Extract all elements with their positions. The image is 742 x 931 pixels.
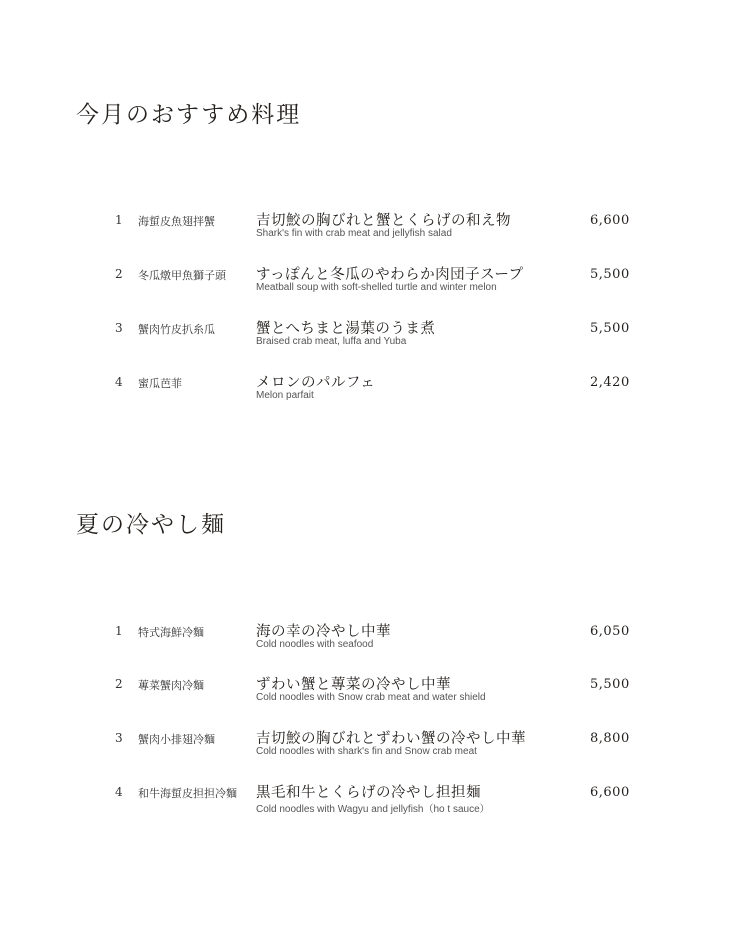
item-price: 6,050 (590, 624, 630, 639)
item-number: 1 (115, 213, 123, 227)
item-japanese-name: 海の幸の冷やし中華 (256, 624, 391, 640)
item-english-name: Cold noodles with Wagyu and jellyfish（ho t sauce） (256, 804, 490, 815)
item-chinese-name: 蟹肉小排翅冷麵 (138, 733, 215, 746)
menu-item (0, 267, 742, 311)
item-english-name: Cold noodles with Snow crab meat and water shield (256, 692, 486, 703)
item-price: 5,500 (590, 677, 630, 692)
section-title-recommended: 今月のおすすめ料理 (76, 102, 302, 128)
item-number: 4 (115, 785, 123, 799)
item-chinese-name: 特式海鮮冷麵 (138, 626, 204, 639)
item-japanese-name: ずわい蟹と蓴菜の冷やし中華 (256, 677, 451, 693)
menu-item (0, 624, 742, 668)
menu-item (0, 321, 742, 365)
item-number: 2 (115, 677, 123, 691)
menu-item (0, 213, 742, 257)
item-number: 4 (115, 375, 123, 389)
item-price: 2,420 (590, 375, 630, 390)
section-title-cold-noodles: 夏の冷やし麺 (76, 512, 226, 538)
menu-item (0, 677, 742, 721)
item-price: 8,800 (590, 731, 630, 746)
item-chinese-name: 海蜇皮魚翅拌蟹 (138, 215, 215, 228)
item-chinese-name: 蟹肉竹皮扒糸瓜 (138, 323, 215, 336)
item-english-name: Shark's fin with crab meat and jellyfish salad (256, 228, 452, 239)
item-japanese-name: 吉切鮫の胸びれとずわい蟹の冷やし中華 (256, 731, 526, 747)
item-english-name: Meatball soup with soft-shelled turtle and winter melon (256, 282, 497, 293)
item-price: 5,500 (590, 267, 630, 282)
item-chinese-name: 冬瓜燉甲魚獅子頭 (138, 269, 226, 282)
item-japanese-name: 蟹とへちまと湯葉のうま煮 (256, 321, 436, 337)
item-japanese-name: 黒毛和牛とくらげの冷やし担担麺 (256, 785, 481, 801)
item-japanese-name: すっぽんと冬瓜のやわらか肉団子スープ (256, 267, 524, 283)
item-chinese-name: 蜜瓜芭菲 (138, 377, 182, 390)
item-english-name: Cold noodles with seafood (256, 639, 374, 650)
item-price: 5,500 (590, 321, 630, 336)
item-price: 6,600 (590, 213, 630, 228)
item-number: 3 (115, 731, 123, 745)
menu-item (0, 375, 742, 419)
item-english-name: Melon parfait (256, 390, 314, 401)
item-number: 3 (115, 321, 123, 335)
item-number: 2 (115, 267, 123, 281)
item-chinese-name: 和牛海蜇皮担担冷麵 (138, 787, 237, 800)
item-number: 1 (115, 624, 123, 638)
menu-item (0, 731, 742, 775)
item-japanese-name: メロンのパルフェ (256, 375, 376, 391)
item-chinese-name: 蓴菜蟹肉冷麵 (138, 679, 204, 692)
item-english-name: Braised crab meat, luffa and Yuba (256, 336, 407, 347)
item-price: 6,600 (590, 785, 630, 800)
item-japanese-name: 吉切鮫の胸びれと蟹とくらげの和え物 (256, 213, 511, 229)
item-english-name: Cold noodles with shark's fin and Snow crab meat (256, 746, 477, 757)
menu-item (0, 785, 742, 829)
